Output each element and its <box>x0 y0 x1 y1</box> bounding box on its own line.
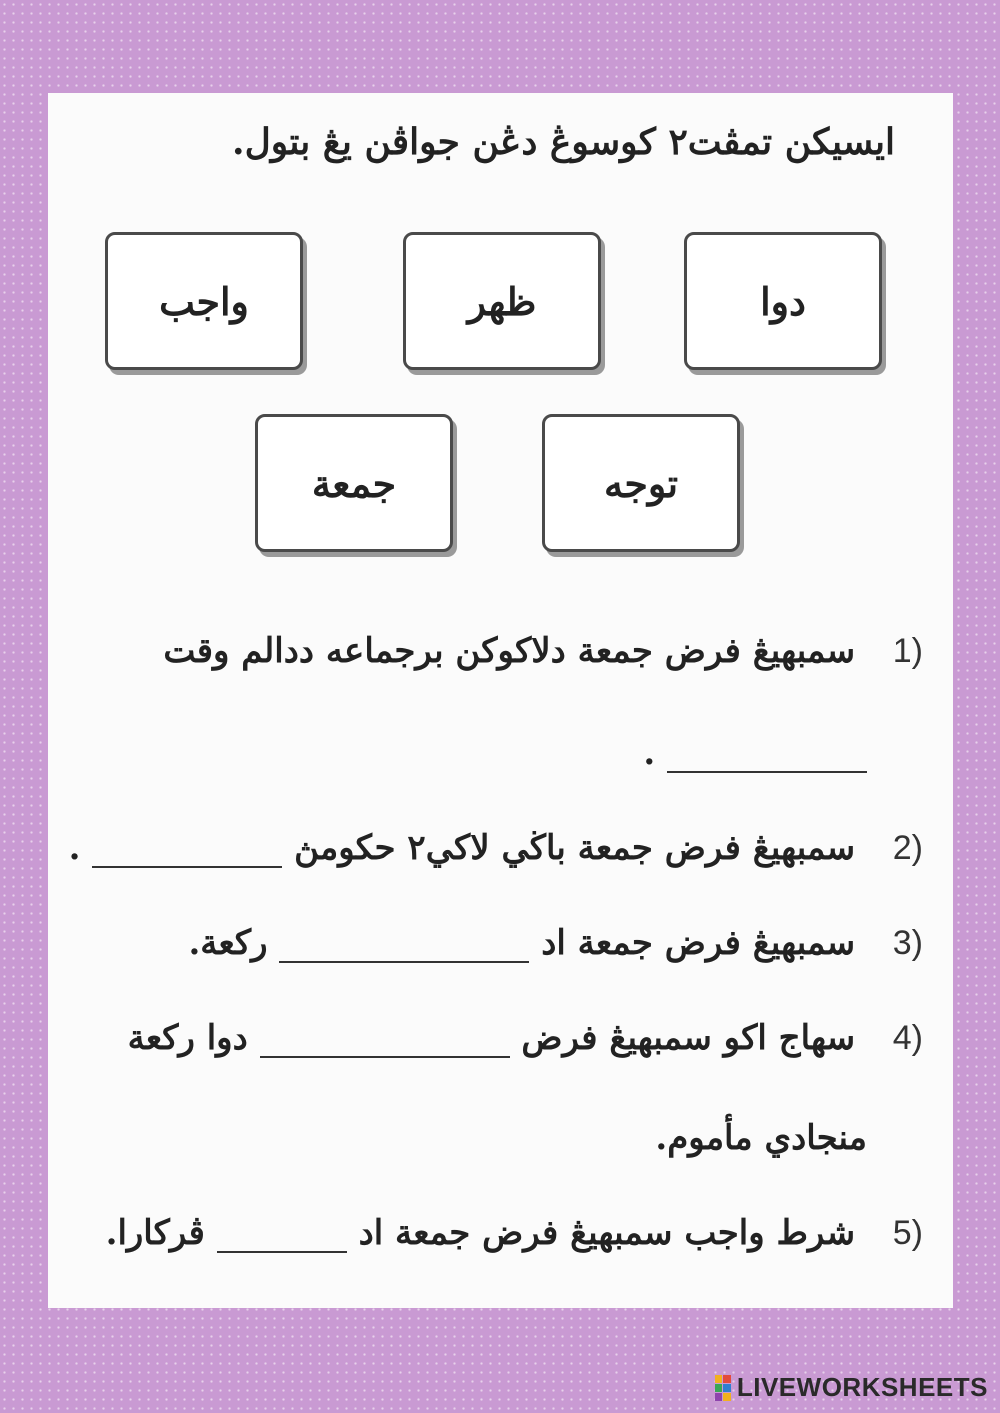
brand-watermark <box>715 1372 988 1403</box>
word-bank-item[interactable]: دوا <box>684 232 882 370</box>
question-number: 2) <box>892 829 923 867</box>
question-text-after: دوا ركعة <box>127 1018 248 1058</box>
answer-input-5[interactable] <box>217 1221 347 1253</box>
question-5 <box>106 1213 923 1253</box>
question-end: . <box>643 733 656 773</box>
answer-input-1[interactable] <box>667 741 867 773</box>
question-1 <box>163 631 923 671</box>
word-bank-item[interactable]: جمعة <box>255 414 453 552</box>
question-text: شرط واجب سمبهيڠ فرض جمعة اد <box>358 1213 856 1253</box>
word-bank-item[interactable]: واجب <box>105 232 303 370</box>
question-text: سهاج اکو سمبهيڠ فرض <box>521 1018 856 1058</box>
question-2 <box>69 828 923 868</box>
worksheet-page <box>48 93 953 1308</box>
answer-input-3[interactable] <box>279 931 529 963</box>
question-end: . <box>68 828 81 868</box>
question-4 <box>128 1018 923 1058</box>
question-number: 3) <box>892 924 923 962</box>
word-bank-item[interactable]: توجه <box>542 414 740 552</box>
question-text-after: ڤركارا. <box>105 1213 205 1253</box>
question-3 <box>188 923 923 963</box>
liveworksheets-logo-icon <box>715 1375 731 1401</box>
question-text-after: ركعة. <box>188 923 268 963</box>
answer-input-2[interactable] <box>92 836 282 868</box>
question-text: سمبهيڠ فرض جمعة دلاكوكن برجماعه ددالم وقت <box>163 631 856 671</box>
question-text: سمبهيڠ فرض جمعة باڬي لاکي٢ حکومڽ <box>294 828 856 868</box>
brand-name: LIVEWORKSHEETS <box>736 1372 988 1402</box>
question-1-answer-line <box>643 733 867 773</box>
question-text: سمبهيڠ فرض جمعة اد <box>541 923 856 963</box>
word-bank-item[interactable]: ظهر <box>403 232 601 370</box>
question-number: 4) <box>892 1019 923 1057</box>
question-4-continuation: منجادي مأموم. <box>655 1118 867 1158</box>
instruction-text: ايسيكن تمڤت٢ كوسوڠ دڠن جواڤن يڠ بتول. <box>232 121 895 163</box>
question-number: 5) <box>892 1214 923 1252</box>
answer-input-4[interactable] <box>260 1026 510 1058</box>
question-number: 1) <box>892 632 923 670</box>
